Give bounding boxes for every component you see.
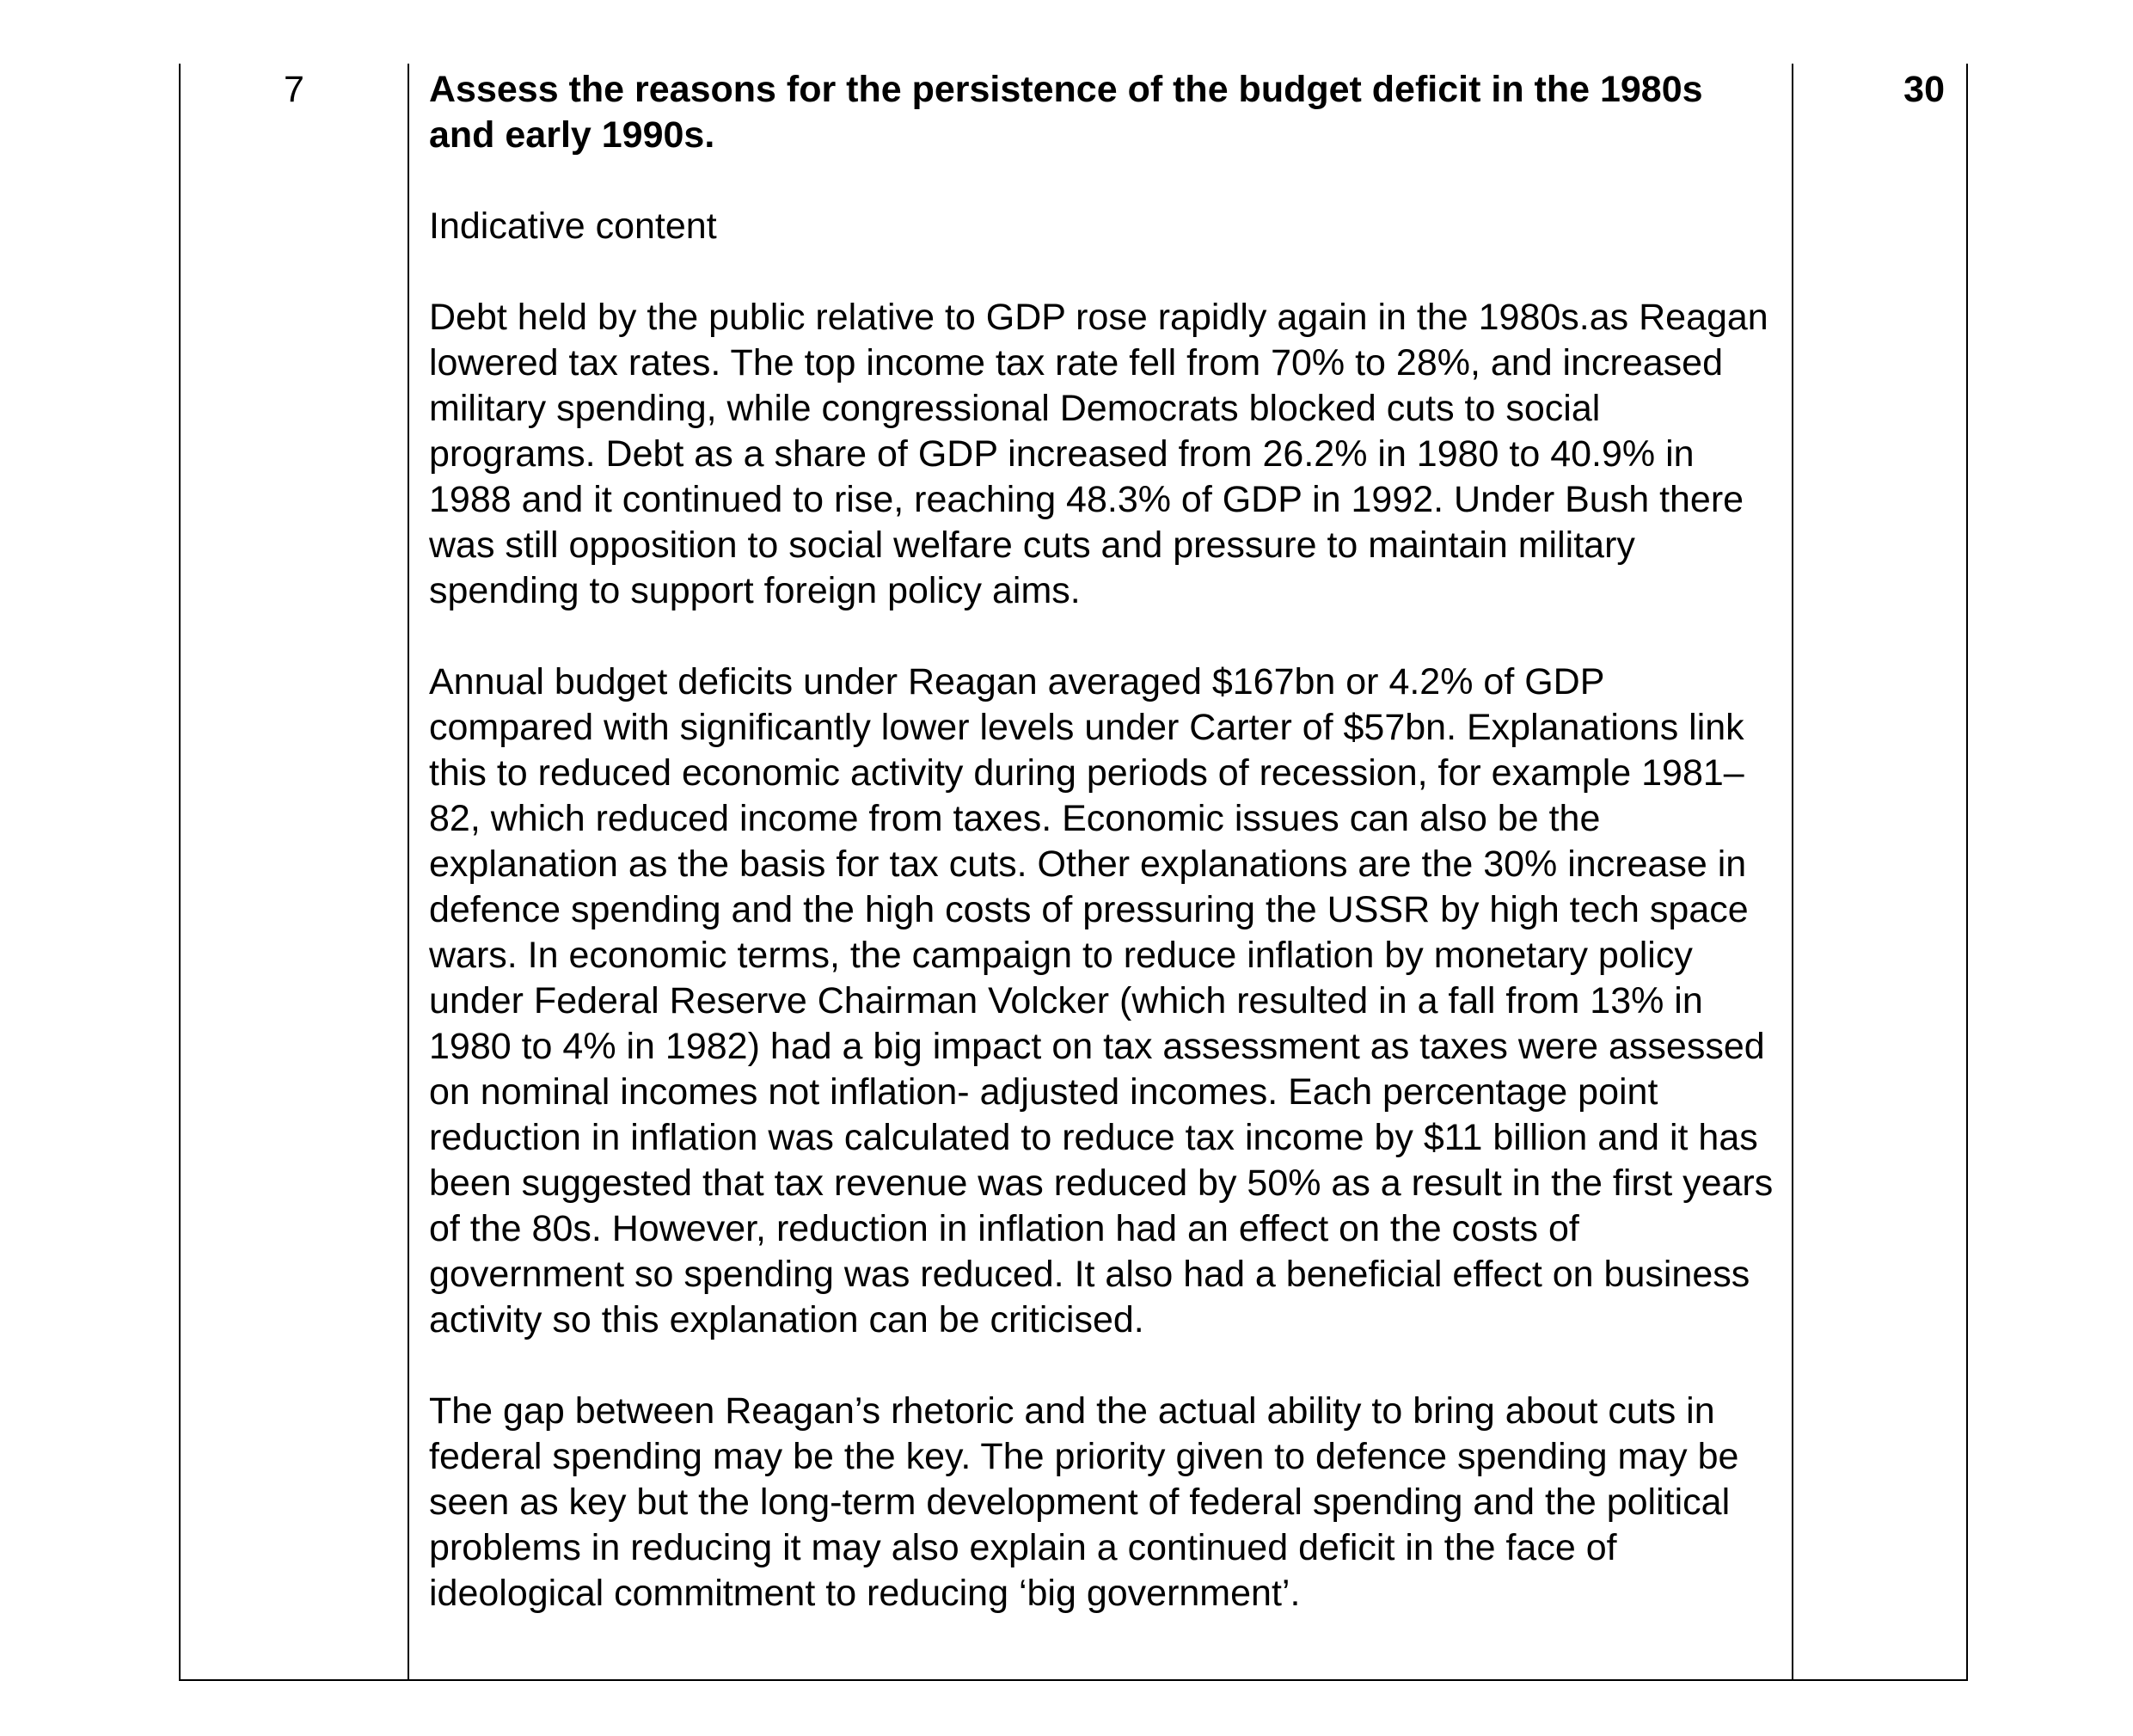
question-text: Assess the reasons for the persistence of the budget deficit in the 1980s and early 1990s. — [429, 69, 1703, 156]
indicative-content-heading: Indicative content — [429, 205, 717, 247]
content-paragraph-1: Debt held by the public relative to GDP rose rapidly again in the 1980s.as Reagan lowered tax rates. The top income tax rate fell from 70% to 28%, and increased military spending, while congressional Democrats blocked cuts to social programs. Debt as a share of GDP increased from 26.2% in 1980 to 40.9% in 1988 and it continued to rise, reaching 48.3% of GDP in 1992. Under Bush there was still opposition to social welfare cuts and pressure to maintain military spending to support foreign policy aims. — [429, 297, 1768, 611]
answer-guidance-cell — [408, 64, 1793, 1680]
marks-value: 30 — [1793, 64, 1967, 1680]
mark-scheme-table — [179, 64, 1968, 1681]
question-number: 7 — [180, 64, 408, 1680]
question-row — [180, 64, 1967, 1680]
content-paragraph-2: Annual budget deficits under Reagan averaged $167bn or 4.2% of GDP compared with significantly lower levels under Carter of $57bn. Explanations link this to reduced economic activity during periods of recession, for example 1981–82, which reduced income from taxes. Economic issues can also be the explanation as the basis for tax cuts. Other explanations are the 30% increase in defence spending and the high costs of pressuring the USSR by high tech space wars. In economic terms, the campaign to reduce inflation by monetary policy under Federal Reserve Chairman Volcker (which resulted in a fall from 13% in 1980 to 4% in 1982) had a big impact on tax assessment as taxes were assessed on nominal incomes not inflation- adjusted incomes. Each percentage point reduction in inflation was calculated to reduce tax income by $11 billion and it has been suggested that tax revenue was reduced by 50% as a result in the first years of the 80s. However, reduction in inflation had an effect on the costs of government so spending was reduced. It also had a beneficial effect on business activity so this explanation can be criticised. — [429, 661, 1774, 1340]
content-paragraph-3: The gap between Reagan’s rhetoric and the actual ability to bring about cuts in federal spending may be the key. The priority given to defence spending may be seen as key but the long-term development of federal spending and the political problems in reducing it may also explain a continued deficit in the face of ideological commitment to reducing ‘big government’. — [429, 1390, 1739, 1614]
